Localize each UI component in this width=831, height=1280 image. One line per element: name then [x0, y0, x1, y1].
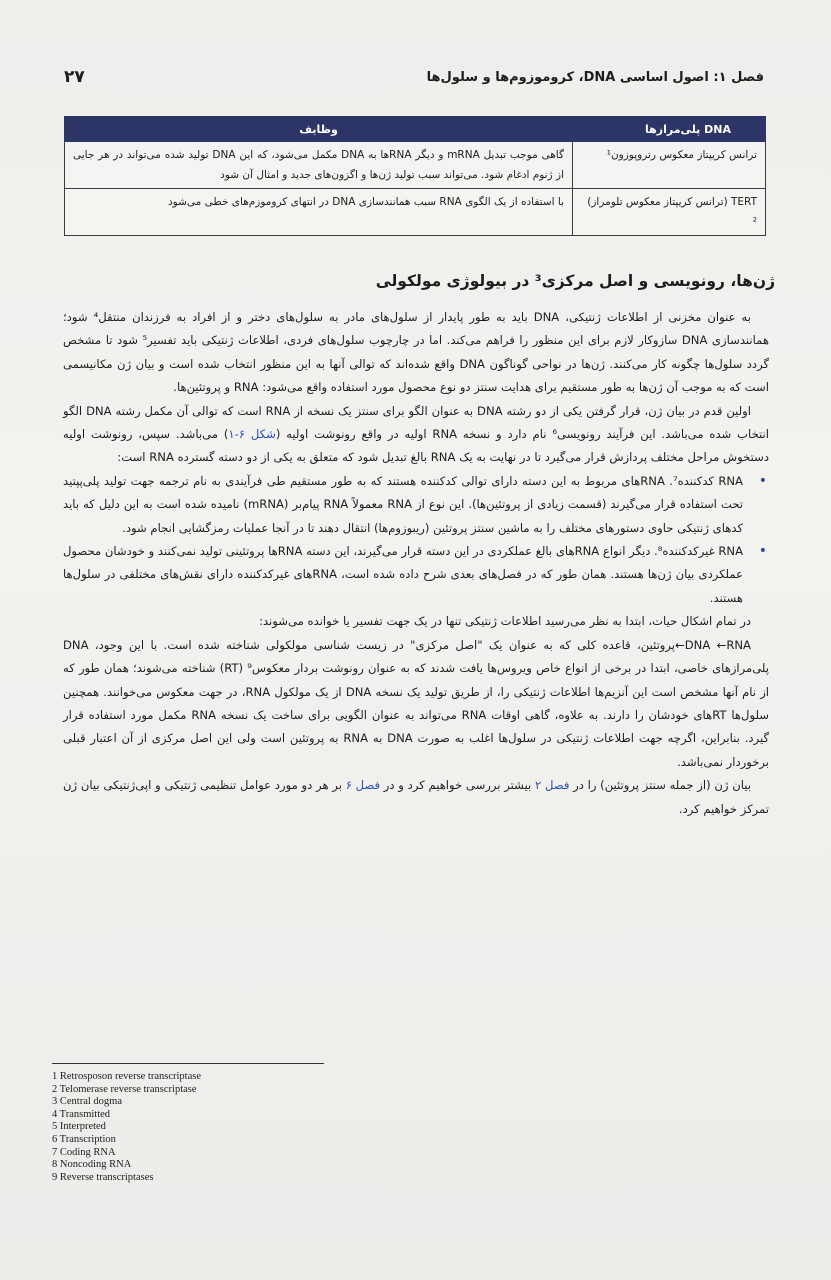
figure-link[interactable]: شکل ۶-۱	[228, 427, 276, 442]
footnote: 9 Reverse transcriptases	[52, 1171, 154, 1183]
footnote: 7 Coding RNA	[52, 1146, 116, 1158]
paragraph	[63, 400, 769, 470]
polymerase-table	[64, 116, 766, 236]
footnote: 5 Interpreted	[52, 1121, 106, 1133]
paragraph	[63, 774, 769, 821]
running-header	[64, 62, 764, 92]
list-item: • RNA غیرکدکننده⁸. دیگر انواع RNAهای بالغ عملکردی در این دسته قرار می‌گیرند، این دسته RNAها پروتئینی تولید نمی‌کنند و خودشان محصول عملکردی بیان ژن‌ها هستند. همان طور که در فصل‌های بعدی شرح داده شده است، RNAهای غیرکدکننده دارای نقش‌های مختلفی در سلول‌ها هستند.	[63, 540, 755, 610]
footnote-divider	[52, 1063, 324, 1064]
table-cell-name: TERT (ترانس کریپتاز معکوس تلومراز) ²	[573, 189, 766, 236]
footnote: 3 Central dogma	[52, 1096, 122, 1108]
table-header-polymerases: DNA پلی‌مرازها	[573, 117, 766, 142]
paragraph-text: اولین قدم در بیان ژن، قرار گرفتن یکی از دو رشته DNA به عنوان الگو برای سنتز یک نسخه از RNA است که توالی آن مکمل رشته DNA الگو انتخاب شده می‌باشد. این فرآیند رونویسی⁶ نام دارد و نسخه RNA اولیه در واقع رونوشت اولیه (	[63, 403, 770, 442]
paragraph: در تمام اشکال حیات، ابتدا به نظر می‌رسید اطلاعات ژنتیکی تنها در یک جهت تفسیر یا خوانده می‌شوند:	[259, 614, 751, 629]
footnote: 6 Transcription	[52, 1133, 116, 1145]
section-heading: ژن‌ها، رونویسی و اصل مرکزی³ در بیولوژی مولکولی	[375, 272, 775, 290]
table-row	[65, 142, 766, 189]
footnote: 1 Retrosposon reverse transcriptase	[52, 1071, 201, 1082]
paragraph-text: بر هر دو مورد عوامل تنظیمی ژنتیکی و اپی‌ژنتیکی بیان ژن تمرکز خواهیم کرد.	[63, 778, 769, 816]
footnote: 8 Noncoding RNA	[52, 1159, 132, 1171]
paragraph-text: بیشتر بررسی خواهیم کرد و در	[380, 778, 535, 793]
table-cell-function: با استفاده از یک الگوی RNA سبب همانندسازی DNA در انتهای کروموزم‌های خطی می‌شود	[65, 189, 573, 236]
chapter-link[interactable]: فصل ۲	[535, 778, 570, 793]
table-row	[65, 189, 766, 236]
table-cell-function: گاهی موجب تبدیل mRNA و دیگر RNAها به DNA مکمل می‌شود، که این DNA تولید شده می‌تواند در هر جایی از ژنوم ادغام شود. می‌تواند سبب تولید ژن‌ها و اگزون‌های جدید و امثال آن شود	[65, 142, 573, 189]
list-item: • RNA کدکننده⁷. RNAهای مربوط به این دسته دارای توالی کدکننده هستند که به طور مستقیم طی فرآیندی به نام ترجمه جهت تولید پلی‌پپتید تحت استفاده قرار می‌گیرند (قسمت زیادی از پروتئین‌ها). این نوع از RNA معمولاً RNA پیام‌بر (mRNA) نامیده شده است به این دلیل که باید کدهای ژنتیکی حاوی دستورهای مختلف را به ماشین سنتز پروتئین (ریبوزوم‌ها) انتقال دهند تا در آنجا عملیات رمزگشایی انجام شود.	[63, 470, 755, 540]
chapter-title: فصل ۱: اصول اساسی DNA، کروموزوم‌ها و سلول‌ها	[426, 69, 764, 85]
footnotes	[52, 1071, 452, 1184]
footnote: 2 Telomerase reverse transcriptase	[52, 1083, 197, 1095]
paragraph: DNA ←RNA←پروتئین، قاعده کلی که به عنوان یک "اصل مرکزی" در زیست شناسی مولکولی شناخته شده است. با این وجود، DNA پلی‌مرازهای خاصی، ابتدا در برخی از انواع خاص ویروس‌ها یافت شدند که به عنوان رونوشت بردار معکوس⁹ (RT) شناخته می‌شوند؛ همان طور که از نام آنها مشخص است این آنزیم‌ها اطلاعات ژنتیکی را، از طریق تولید یک نسخه DNA از یک مولکول RNA، در جهت معکوس می‌خوانند. همچنین سلول‌ها RTهای خودشان را دارند. به علاوه، گاهی اوقات RNA می‌تواند به عنوان الگویی برای ساخت یک نسخه RNA مکمل مورد استفاده قرار گیرد. بنابراین، اگرچه جهت اطلاعات ژنتیکی در سلول‌ها اغلب به صورت DNA به RNA به پروتئین است ولی این اصل مرکزی از آن اعتبار قبلی برخوردار نمی‌باشد.	[63, 637, 770, 769]
chapter-link[interactable]: فصل ۶	[345, 778, 381, 793]
table-header-functions: وظایف	[65, 117, 573, 142]
paragraph: به عنوان مخزنی از اطلاعات ژنتیکی، DNA باید به طور پایدار از سلول‌های مادر به سلول‌های دختر و از افراد به فرزندان منتقل⁴ شود؛ همانندسازی DNA سازوکار لازم برای این منظور را فراهم می‌کند. اما در چارچوب سلول‌های فردی، اطلاعات ژنتیکی باید تفسیر⁵ شود تا مشخص گردد سلول‌ها چگونه کار می‌کنند. ژن‌ها در نواحی گوناگون DNA واقع شده‌اند که توالی آنها به این منظور انتخاب شده است و بیان ژن مکانیسمی است که به موجب آن ژن‌ها به طور مستقیم برای هدایت سنتز دو نوع محصول مورد استفاده واقع می‌شود: RNA و پروتئین‌ها.	[63, 310, 770, 395]
rna-category-list	[63, 470, 769, 610]
page-number: ۲۷	[64, 67, 85, 87]
body-text	[63, 306, 769, 821]
table-cell-name: ترانس کریپتاز معکوس رتروپوزون¹	[573, 142, 766, 189]
paragraph-text: بیان ژن (از جمله سنتز پروتئین) را در	[569, 778, 751, 793]
paragraph-text: ) می‌باشد. سپس، رونوشت اولیه دستخوش مراحل مختلف پردازش قرار می‌گیرد تا در نهایت به یک RNA بالغ تبدیل شود که متعلق به یکی از دو دسته گسترده RNA است:	[63, 427, 769, 465]
footnote: 4 Transmitted	[52, 1108, 111, 1120]
table-header-row	[65, 117, 766, 142]
